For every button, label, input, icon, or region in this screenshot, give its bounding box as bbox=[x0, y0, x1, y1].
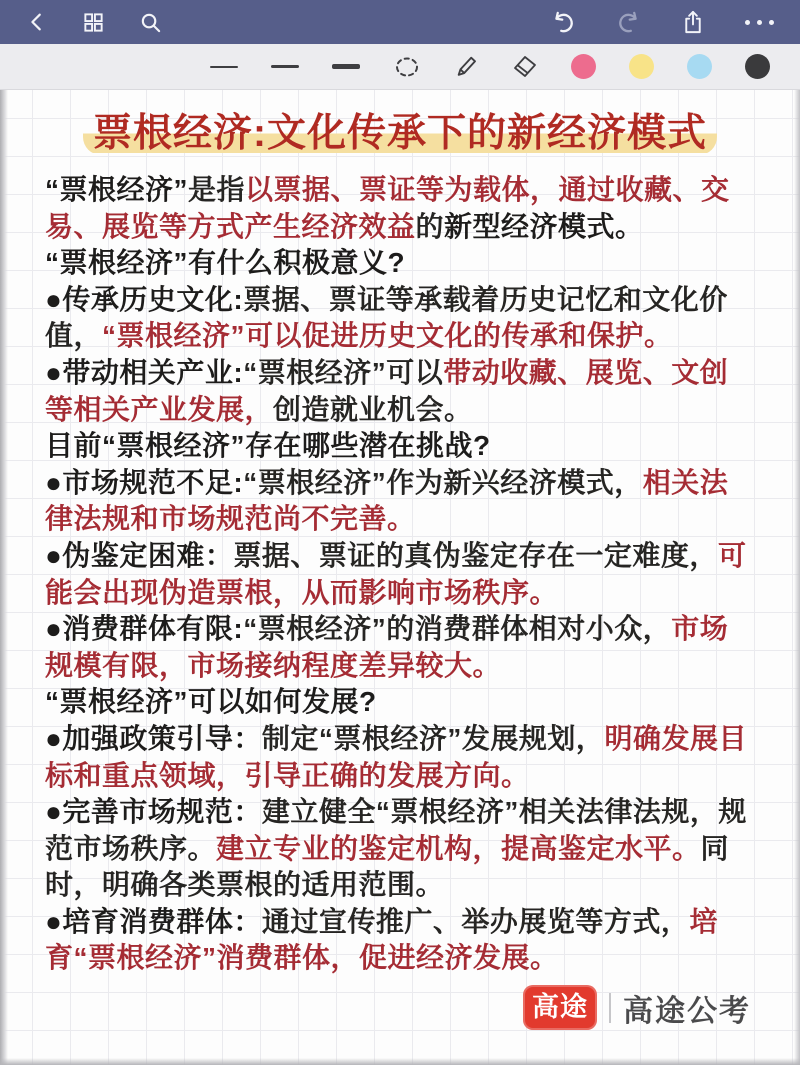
text-run: 通过宣传推广、举办展览等方式， bbox=[261, 905, 690, 937]
brand-divider bbox=[609, 993, 611, 1023]
text-run: ●消费群体有限: bbox=[45, 613, 244, 645]
paragraph bbox=[45, 428, 755, 465]
text-run: 带动收藏、展览、文创等相关产业发展， bbox=[45, 356, 729, 425]
undo-icon[interactable] bbox=[551, 10, 576, 35]
back-icon[interactable] bbox=[26, 11, 48, 33]
text-run: 票据、票证等承载着历史记忆和文化价值， bbox=[45, 283, 728, 352]
paragraph bbox=[45, 282, 755, 355]
share-icon[interactable] bbox=[681, 10, 705, 35]
color-yellow-swatch[interactable] bbox=[629, 54, 654, 79]
pen-toolbar bbox=[0, 44, 800, 90]
text-run: 是指 bbox=[188, 174, 246, 205]
color-pink-swatch[interactable] bbox=[571, 54, 596, 79]
note-page-canvas[interactable] bbox=[0, 90, 800, 1065]
stroke-thin-icon[interactable] bbox=[210, 66, 238, 68]
color-blue-swatch[interactable] bbox=[687, 54, 712, 79]
text-run: ●培育消费群体： bbox=[45, 905, 262, 937]
text-run: ●伪鉴定困难： bbox=[45, 539, 234, 571]
search-icon[interactable] bbox=[139, 11, 162, 34]
topbar-left-group bbox=[26, 11, 162, 34]
text-run: 目前“票根经济”存在哪些潜在挑战? bbox=[45, 430, 491, 462]
eraser-icon[interactable] bbox=[512, 54, 538, 79]
text-run: 建立专业的鉴定机构，提高鉴定水平。 bbox=[216, 832, 701, 864]
note-title-text: 票根经济:文化传承下的新经济模式 bbox=[83, 112, 717, 155]
paragraph bbox=[45, 172, 755, 245]
note-body bbox=[45, 172, 755, 977]
paragraph bbox=[45, 721, 755, 794]
text-run: “票根经济” bbox=[45, 174, 189, 205]
text-run: “票根经济”有什么积极意义? bbox=[45, 247, 406, 279]
text-run: “票根经济”作为新兴经济模式， bbox=[243, 466, 643, 498]
topbar-right-group bbox=[551, 10, 774, 35]
paragraph bbox=[45, 245, 755, 282]
text-run: 以票据、票证等为载体，通过收藏、交易、展览等方式产生经济效益 bbox=[45, 174, 730, 242]
text-run: 票据、票证的真伪鉴定存在一定难度， bbox=[233, 539, 718, 571]
text-run: ●完善市场规范： bbox=[45, 796, 262, 828]
brand-badge: 高途 bbox=[523, 985, 597, 1030]
text-run: ●市场规范不足: bbox=[45, 466, 244, 498]
text-run: “票根经济”可以促进历史文化的传承和保护。 bbox=[102, 320, 673, 352]
text-run: “票根经济”可以如何发展? bbox=[45, 686, 377, 718]
text-run: 制定“票根经济”发展规划， bbox=[261, 722, 605, 754]
text-run: “票根经济”可以 bbox=[243, 356, 444, 388]
page-right-edge bbox=[794, 90, 800, 1065]
paragraph bbox=[45, 904, 755, 977]
brand-name: 高途公考 bbox=[623, 994, 751, 1028]
stroke-thick-icon[interactable] bbox=[332, 64, 360, 69]
text-run: ●加强政策引导： bbox=[45, 722, 262, 754]
stroke-medium-icon[interactable] bbox=[271, 65, 299, 69]
note-title bbox=[45, 108, 755, 160]
paragraph bbox=[45, 611, 755, 684]
text-run: 市场规模有限，市场接纳程度差异较大。 bbox=[45, 613, 729, 681]
more-icon[interactable] bbox=[745, 20, 774, 25]
paragraph bbox=[45, 355, 755, 428]
text-run: 可能会出现伪造票根，从而影响市场秩序。 bbox=[45, 539, 747, 608]
color-black-swatch[interactable] bbox=[745, 54, 770, 79]
text-run: 培育“票根经济”消费群体，促进经济发展。 bbox=[45, 905, 718, 974]
page-left-edge bbox=[0, 90, 8, 1065]
redo-icon[interactable] bbox=[616, 10, 641, 35]
paragraph bbox=[45, 684, 755, 721]
text-run: 新型经济模式。 bbox=[444, 210, 644, 242]
top-navigation-bar bbox=[0, 0, 800, 44]
thumbnails-icon[interactable] bbox=[82, 11, 105, 34]
paragraph bbox=[45, 538, 755, 611]
text-run: 明确发展目标和重点领域，引导正确的发展方向。 bbox=[45, 722, 747, 791]
text-run: 建立健全“票根经济”相关法律法规，规范市场秩序。 bbox=[45, 796, 747, 864]
page-bottom-edge bbox=[0, 1058, 800, 1065]
brand-logo bbox=[45, 985, 755, 1030]
text-run: 同时，明确各类票根的适用范围。 bbox=[45, 832, 730, 901]
pen-icon[interactable] bbox=[454, 54, 479, 79]
lasso-icon[interactable] bbox=[393, 55, 421, 79]
text-run: 相关法律法规和市场规范尚不完善。 bbox=[45, 466, 729, 535]
text-run: ●带动相关产业: bbox=[45, 356, 244, 388]
text-run: 创造就业机会。 bbox=[273, 393, 473, 425]
paragraph bbox=[45, 794, 755, 904]
text-run: “票根经济”的消费群体相对小众， bbox=[243, 613, 672, 645]
paragraph bbox=[45, 465, 755, 538]
text-run: 的 bbox=[415, 210, 445, 242]
text-run: ●传承历史文化: bbox=[45, 283, 244, 315]
